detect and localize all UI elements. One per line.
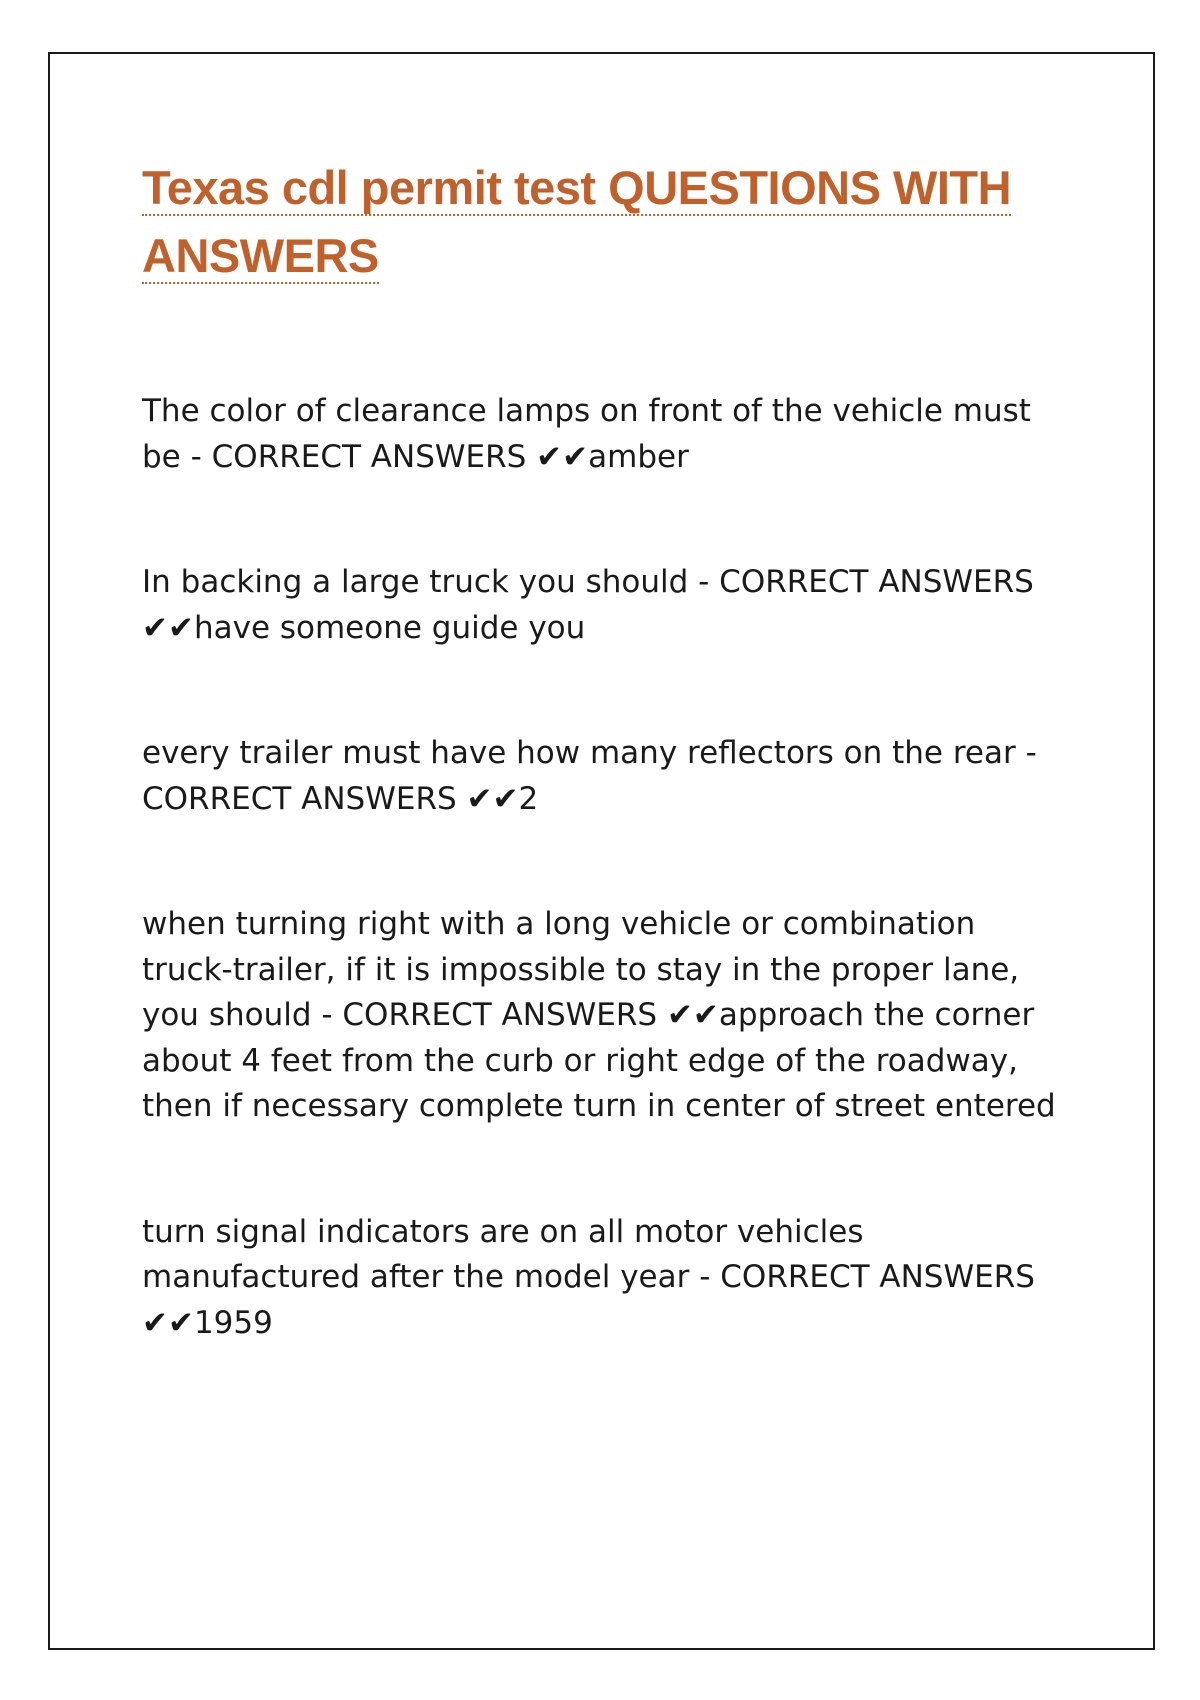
qa-item: In backing a large truck you should - CORRECT ANSWERS ✔✔have someone guide you: [142, 564, 1034, 646]
qa-item: every trailer must have how many reflectors on the rear - CORRECT ANSWERS ✔✔2: [142, 735, 1037, 817]
qa-item: when turning right with a long vehicle or combination truck-trailer, if it is impossible to stay in the proper lane, you should - CORRECT ANSWERS ✔✔approach the corner about 4 feet from the curb or right edge of the roadway, then if necessary complete turn in center of street entered: [142, 906, 1056, 1124]
document-title: [142, 154, 1062, 290]
document-title-text: Texas cdl permit test QUESTIONS WITH ANSWERS: [142, 161, 1012, 282]
qa-item: The color of clearance lamps on front of the vehicle must be - CORRECT ANSWERS ✔✔amber: [142, 393, 1031, 475]
document-page: [48, 52, 1155, 1650]
qa-item: turn signal indicators are on all motor vehicles manufactured after the model year - CORRECT ANSWERS ✔✔1959: [142, 1213, 1035, 1341]
qa-list: [142, 389, 1072, 1426]
